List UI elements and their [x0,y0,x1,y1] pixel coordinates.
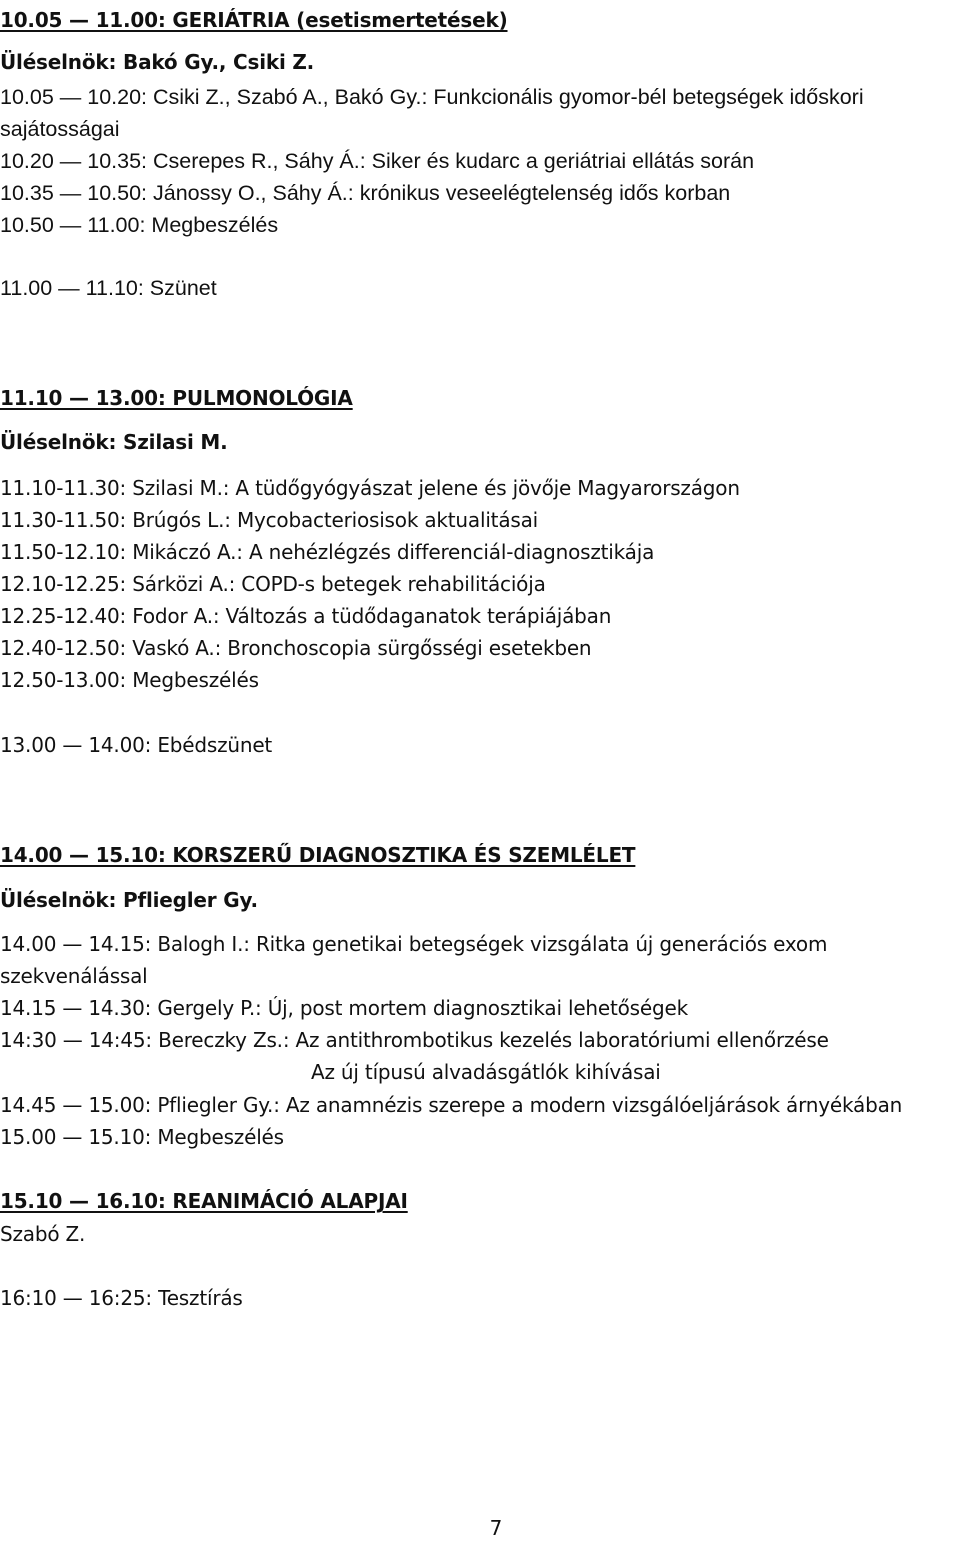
session-chairs-pulmonologia: Üléselnök: Szilasi M. [0,430,228,454]
discussion-item: 15.00 — 15.10: Megbeszélés [0,1125,284,1149]
talk-item: 14.00 — 14.15: Balogh I.: Ritka genetikai betegségek vizsgálata új generációs exom [0,932,828,956]
talk-item-continuation: sajátosságai [0,117,120,141]
lunch-break-item: 13.00 — 14.00: Ebédszünet [0,733,273,757]
talk-item: 14.15 — 14.30: Gergely P.: Új, post mortem diagnosztikai lehetőségek [0,996,688,1020]
discussion-item: 10.50 — 11.00: Megbeszélés [0,213,279,237]
talk-item: 11.10-11.30: Szilasi M.: A tüdőgyógyászat jelene és jövője Magyarországon [0,476,740,500]
talk-item-continuation: szekvenálással [0,964,148,988]
talk-item: 10.35 — 10.50: Jánossy O., Sáhy Á.: krónikus veseelégtelenség idős korban [0,181,731,205]
talk-item: 14:30 — 14:45: Bereczky Zs.: Az antithrombotikus kezelés laboratóriumi ellenőrzése [0,1028,829,1052]
talk-item: 12.40-12.50: Vaskó A.: Bronchoscopia sürgősségi esetekben [0,636,592,660]
talk-item: 11.50-12.10: Mikáczó A.: A nehézlégzés differenciál-diagnosztikája [0,540,655,564]
discussion-item: 12.50-13.00: Megbeszélés [0,668,259,692]
talk-item: 10.05 — 10.20: Csiki Z., Szabó A., Bakó Gy.: Funkcionális gyomor-bél betegségek időskori [0,85,864,109]
page-number: 7 [489,1516,503,1540]
section-heading-geriatria: 10.05 — 11.00: GERIÁTRIA (esetismertetések) [0,8,508,32]
session-speaker: Szabó Z. [0,1222,86,1246]
talk-item: 12.25-12.40: Fodor A.: Változás a tüdődaganatok terápiájában [0,604,612,628]
talk-item: 12.10-12.25: Sárközi A.: COPD-s betegek rehabilitációja [0,572,546,596]
break-item: 11.00 — 11.10: Szünet [0,276,217,300]
session-chairs-diagnosztika: Üléselnök: Pfliegler Gy. [0,888,258,912]
talk-item: 14.45 — 15.00: Pfliegler Gy.: Az anamnézis szerepe a modern vizsgálóeljárások árnyékában [0,1093,903,1117]
test-item: 16:10 — 16:25: Tesztírás [0,1286,243,1310]
section-heading-diagnosztika: 14.00 — 15.10: KORSZERŰ DIAGNOSZTIKA ÉS SZEMLÉLET [0,843,636,867]
section-heading-pulmonologia: 11.10 — 13.00: PULMONOLÓGIA [0,386,353,410]
talk-item: 10.20 — 10.35: Cserepes R., Sáhy Á.: Siker és kudarc a geriátriai ellátás során [0,149,755,173]
talk-item-subtitle: Az új típusú alvadásgátlók kihívásai [311,1060,661,1084]
session-chairs-geriatria: Üléselnök: Bakó Gy., Csiki Z. [0,50,315,74]
talk-item: 11.30-11.50: Brúgós L.: Mycobacteriosisok aktualitásai [0,508,539,532]
section-heading-reanimacio: 15.10 — 16.10: REANIMÁCIÓ ALAPJAI [0,1189,408,1213]
